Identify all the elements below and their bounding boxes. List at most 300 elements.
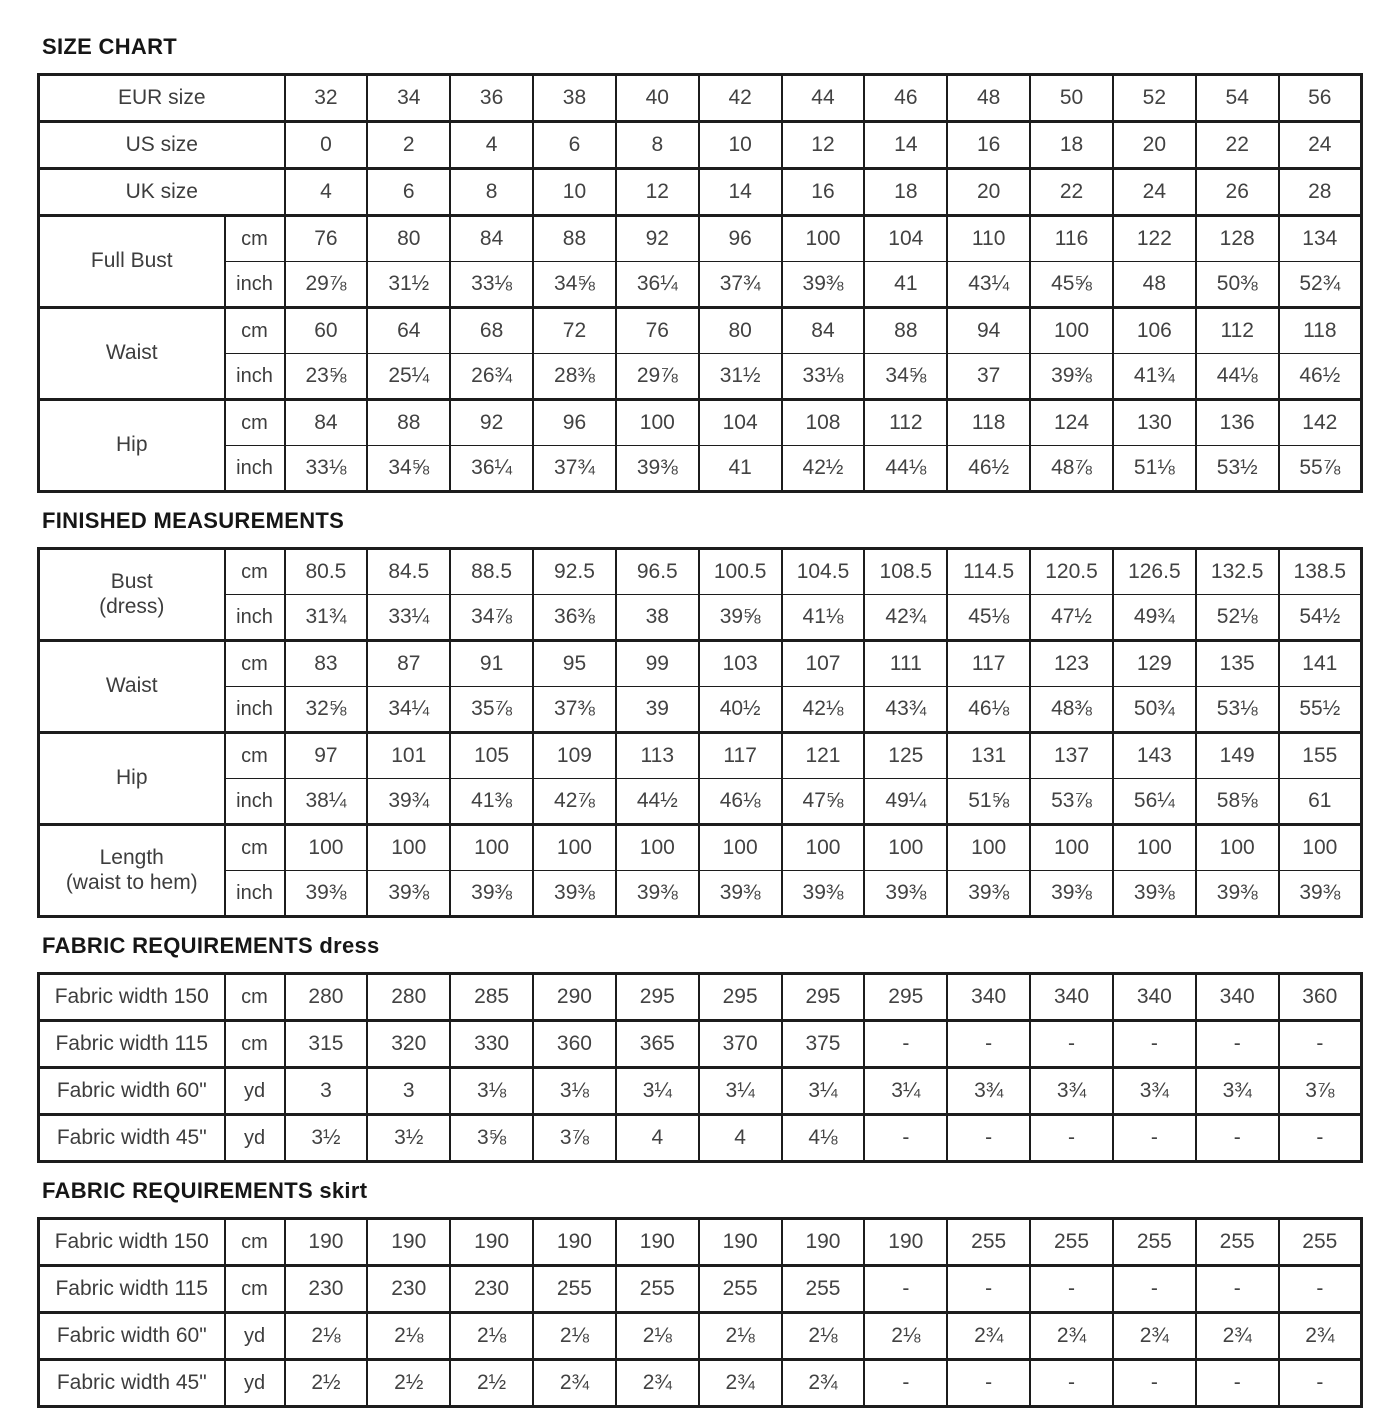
table-row — [39, 733, 1362, 779]
value-cell: 42¾ — [864, 595, 947, 641]
value-cell: 36⅜ — [533, 595, 616, 641]
value-cell: 84.5 — [367, 549, 450, 595]
table-row — [39, 354, 1362, 400]
value-cell: 53⅞ — [1030, 779, 1113, 825]
table-row — [39, 446, 1362, 492]
value-cell: 39⅜ — [616, 871, 699, 917]
value-cell: 108.5 — [864, 549, 947, 595]
value-cell: 290 — [533, 974, 616, 1021]
value-cell: 255 — [1113, 1219, 1196, 1266]
value-cell: 35⅞ — [450, 687, 533, 733]
value-cell: 49¼ — [864, 779, 947, 825]
value-cell: 190 — [782, 1219, 865, 1266]
value-cell: 2½ — [285, 1360, 368, 1407]
value-cell: 96.5 — [616, 549, 699, 595]
value-cell: 34 — [367, 75, 450, 122]
row-label-line: Full Bust — [90, 249, 173, 273]
value-cell: 46½ — [947, 446, 1030, 492]
value-cell: 37 — [947, 354, 1030, 400]
row-label-line: Fabric width 150 — [54, 1229, 209, 1253]
value-cell: 39⅜ — [285, 871, 368, 917]
unit-cell: yd — [225, 1068, 285, 1115]
value-cell: 14 — [699, 169, 782, 216]
unit-cell: inch — [225, 871, 285, 917]
value-cell: 52¾ — [1279, 262, 1362, 308]
value-cell: 46⅛ — [947, 687, 1030, 733]
table-row — [39, 641, 1362, 687]
value-cell: 137 — [1030, 733, 1113, 779]
value-cell: - — [1279, 1360, 1362, 1407]
row-label-line: Fabric width 45" — [56, 1370, 207, 1394]
section-title-size-chart: SIZE CHART — [42, 34, 177, 59]
table-row — [39, 308, 1362, 354]
value-cell: 20 — [1113, 122, 1196, 169]
value-cell: 100 — [947, 825, 1030, 871]
value-cell: 315 — [285, 1021, 368, 1068]
value-cell: 88 — [367, 400, 450, 446]
value-cell: 2¾ — [947, 1313, 1030, 1360]
value-cell: 41 — [864, 262, 947, 308]
value-cell: 365 — [616, 1021, 699, 1068]
value-cell: 31½ — [367, 262, 450, 308]
value-cell: 8 — [450, 169, 533, 216]
value-cell: 6 — [533, 122, 616, 169]
value-cell: - — [1030, 1360, 1113, 1407]
value-cell: - — [1279, 1266, 1362, 1313]
value-cell: - — [1196, 1360, 1279, 1407]
value-cell: 34⅞ — [450, 595, 533, 641]
row-label — [39, 825, 225, 917]
row-label — [39, 974, 225, 1021]
value-cell: 8 — [616, 122, 699, 169]
value-cell: 18 — [1030, 122, 1113, 169]
value-cell: 54½ — [1279, 595, 1362, 641]
value-cell: 48⅜ — [1030, 687, 1113, 733]
value-cell: 87 — [367, 641, 450, 687]
unit-cell: inch — [225, 687, 285, 733]
value-cell: 110 — [947, 216, 1030, 262]
value-cell: 58⅝ — [1196, 779, 1279, 825]
value-cell: 128 — [1196, 216, 1279, 262]
value-cell: 3¼ — [864, 1068, 947, 1115]
value-cell: 360 — [533, 1021, 616, 1068]
value-cell: 92.5 — [533, 549, 616, 595]
value-cell: 121 — [782, 733, 865, 779]
table-row — [39, 595, 1362, 641]
value-cell: 100 — [616, 400, 699, 446]
value-cell: 94 — [947, 308, 1030, 354]
value-cell: 42⅛ — [782, 687, 865, 733]
value-cell: 25¼ — [367, 354, 450, 400]
value-cell: 61 — [1279, 779, 1362, 825]
value-cell: 33⅛ — [450, 262, 533, 308]
value-cell: 41⅜ — [450, 779, 533, 825]
value-cell: 23⅝ — [285, 354, 368, 400]
value-cell: 39⅜ — [450, 871, 533, 917]
value-cell: 130 — [1113, 400, 1196, 446]
value-cell: 3½ — [285, 1115, 368, 1162]
value-cell: 53⅛ — [1196, 687, 1279, 733]
value-cell: 39⅜ — [864, 871, 947, 917]
value-cell: 0 — [285, 122, 368, 169]
value-cell: 6 — [367, 169, 450, 216]
table-size-chart — [37, 73, 1363, 493]
value-cell: 46 — [864, 75, 947, 122]
row-label — [39, 216, 225, 308]
value-cell: 190 — [864, 1219, 947, 1266]
unit-cell: cm — [225, 641, 285, 687]
row-label — [39, 1068, 225, 1115]
row-label-line: Fabric width 150 — [54, 984, 209, 1008]
value-cell: 40 — [616, 75, 699, 122]
value-cell: 41 — [699, 446, 782, 492]
value-cell: 50 — [1030, 75, 1113, 122]
value-cell: 48 — [1113, 262, 1196, 308]
value-cell: 84 — [450, 216, 533, 262]
value-cell: 103 — [699, 641, 782, 687]
value-cell: 190 — [450, 1219, 533, 1266]
table-row — [39, 400, 1362, 446]
value-cell: 3⅞ — [533, 1115, 616, 1162]
value-cell: 10 — [533, 169, 616, 216]
table-row — [39, 1313, 1362, 1360]
unit-cell: cm — [225, 974, 285, 1021]
value-cell: 22 — [1196, 122, 1279, 169]
value-cell: 88 — [864, 308, 947, 354]
section-title-finished-measurements: FINISHED MEASUREMENTS — [42, 508, 345, 533]
table-fabric-requirements-dress — [37, 972, 1363, 1163]
value-cell: 360 — [1279, 974, 1362, 1021]
value-cell: 190 — [699, 1219, 782, 1266]
value-cell: 33⅛ — [285, 446, 368, 492]
value-cell: 36 — [450, 75, 533, 122]
value-cell: 50¾ — [1113, 687, 1196, 733]
value-cell: 2⅛ — [616, 1313, 699, 1360]
value-cell: - — [864, 1360, 947, 1407]
value-cell: - — [1196, 1266, 1279, 1313]
value-cell: 39⅜ — [699, 871, 782, 917]
unit-cell: cm — [225, 400, 285, 446]
value-cell: 39 — [616, 687, 699, 733]
value-cell: 32 — [285, 75, 368, 122]
value-cell: 320 — [367, 1021, 450, 1068]
unit-cell: cm — [225, 1266, 285, 1313]
value-cell: 51⅝ — [947, 779, 1030, 825]
value-cell: 134 — [1279, 216, 1362, 262]
value-cell: 280 — [367, 974, 450, 1021]
value-cell: 2⅛ — [450, 1313, 533, 1360]
value-cell: 100 — [616, 825, 699, 871]
value-cell: 122 — [1113, 216, 1196, 262]
value-cell: 64 — [367, 308, 450, 354]
value-cell: 55½ — [1279, 687, 1362, 733]
value-cell: 44 — [782, 75, 865, 122]
row-label — [39, 169, 285, 216]
value-cell: 190 — [285, 1219, 368, 1266]
value-cell: 46½ — [1279, 354, 1362, 400]
value-cell: 117 — [947, 641, 1030, 687]
table-row — [39, 216, 1362, 262]
row-label-line: UK size — [125, 179, 198, 203]
table-row — [39, 122, 1362, 169]
row-label — [39, 122, 285, 169]
value-cell: 100 — [1030, 825, 1113, 871]
size-chart-page — [37, 0, 1363, 1408]
row-label-line: Bust — [110, 570, 153, 594]
value-cell: 106 — [1113, 308, 1196, 354]
value-cell: 2⅛ — [782, 1313, 865, 1360]
value-cell: 107 — [782, 641, 865, 687]
table-row — [39, 687, 1362, 733]
value-cell: 39⅜ — [1030, 354, 1113, 400]
row-label-line: Fabric width 115 — [55, 1276, 209, 1300]
value-cell: 142 — [1279, 400, 1362, 446]
row-label-line: Fabric width 45" — [56, 1125, 207, 1149]
value-cell: 39⅜ — [782, 871, 865, 917]
value-cell: 129 — [1113, 641, 1196, 687]
value-cell: 34⅝ — [864, 354, 947, 400]
unit-cell: yd — [225, 1313, 285, 1360]
value-cell: 37¾ — [533, 446, 616, 492]
unit-cell: inch — [225, 354, 285, 400]
value-cell: 2½ — [367, 1360, 450, 1407]
value-cell: 3¾ — [1196, 1068, 1279, 1115]
value-cell: - — [1113, 1115, 1196, 1162]
value-cell: 40½ — [699, 687, 782, 733]
value-cell: 3⅛ — [533, 1068, 616, 1115]
table-row — [39, 1021, 1362, 1068]
row-label — [39, 1219, 225, 1266]
value-cell: 31½ — [699, 354, 782, 400]
value-cell: 124 — [1030, 400, 1113, 446]
value-cell: 120.5 — [1030, 549, 1113, 595]
value-cell: 3¼ — [782, 1068, 865, 1115]
row-label — [39, 1360, 225, 1407]
value-cell: 230 — [367, 1266, 450, 1313]
table-row — [39, 1219, 1362, 1266]
value-cell: - — [1030, 1266, 1113, 1313]
value-cell: 118 — [1279, 308, 1362, 354]
value-cell: 24 — [1113, 169, 1196, 216]
row-label-line: (dress) — [99, 594, 165, 618]
unit-cell: cm — [225, 308, 285, 354]
value-cell: 91 — [450, 641, 533, 687]
value-cell: 39⅜ — [947, 871, 1030, 917]
table-row — [39, 974, 1362, 1021]
value-cell: - — [1030, 1021, 1113, 1068]
value-cell: 60 — [285, 308, 368, 354]
value-cell: 108 — [782, 400, 865, 446]
value-cell: 29⅞ — [616, 354, 699, 400]
value-cell: 42⅞ — [533, 779, 616, 825]
value-cell: 76 — [285, 216, 368, 262]
unit-cell: cm — [225, 733, 285, 779]
value-cell: 49¾ — [1113, 595, 1196, 641]
value-cell: - — [1113, 1266, 1196, 1313]
value-cell: 3 — [367, 1068, 450, 1115]
unit-cell: inch — [225, 779, 285, 825]
value-cell: 155 — [1279, 733, 1362, 779]
value-cell: 46⅛ — [699, 779, 782, 825]
value-cell: 295 — [782, 974, 865, 1021]
value-cell: 100 — [367, 825, 450, 871]
value-cell: 3⅝ — [450, 1115, 533, 1162]
value-cell: 104 — [864, 216, 947, 262]
value-cell: 100 — [450, 825, 533, 871]
value-cell: 92 — [450, 400, 533, 446]
value-cell: 43¾ — [864, 687, 947, 733]
row-label-line: Fabric width 115 — [55, 1031, 209, 1055]
value-cell: 100 — [782, 216, 865, 262]
value-cell: - — [1113, 1360, 1196, 1407]
value-cell: 295 — [616, 974, 699, 1021]
section-title-fabric-requirements-dress: FABRIC REQUIREMENTS dress — [42, 933, 380, 958]
unit-cell: cm — [225, 1219, 285, 1266]
value-cell: 370 — [699, 1021, 782, 1068]
value-cell: 101 — [367, 733, 450, 779]
value-cell: 3½ — [367, 1115, 450, 1162]
value-cell: 2⅛ — [699, 1313, 782, 1360]
value-cell: 92 — [616, 216, 699, 262]
value-cell: 190 — [616, 1219, 699, 1266]
value-cell: 100 — [699, 825, 782, 871]
value-cell: 330 — [450, 1021, 533, 1068]
value-cell: 4 — [699, 1115, 782, 1162]
row-label — [39, 1313, 225, 1360]
value-cell: - — [947, 1115, 1030, 1162]
value-cell: 39⅜ — [533, 871, 616, 917]
value-cell: 255 — [699, 1266, 782, 1313]
unit-cell: cm — [225, 1021, 285, 1068]
unit-cell: cm — [225, 216, 285, 262]
value-cell: 80 — [699, 308, 782, 354]
row-label — [39, 733, 225, 825]
value-cell: 3⅞ — [1279, 1068, 1362, 1115]
value-cell: 295 — [699, 974, 782, 1021]
value-cell: - — [1196, 1115, 1279, 1162]
value-cell: 44½ — [616, 779, 699, 825]
value-cell: 340 — [947, 974, 1030, 1021]
value-cell: 48 — [947, 75, 1030, 122]
value-cell: 53½ — [1196, 446, 1279, 492]
table-row — [39, 262, 1362, 308]
value-cell: 190 — [367, 1219, 450, 1266]
value-cell: 76 — [616, 308, 699, 354]
value-cell: 2⅛ — [864, 1313, 947, 1360]
table-row — [39, 1068, 1362, 1115]
value-cell: 3¼ — [616, 1068, 699, 1115]
value-cell: 68 — [450, 308, 533, 354]
unit-cell: cm — [225, 549, 285, 595]
value-cell: 2⅛ — [367, 1313, 450, 1360]
table-row — [39, 1360, 1362, 1407]
value-cell: 255 — [1279, 1219, 1362, 1266]
value-cell: 123 — [1030, 641, 1113, 687]
value-cell: - — [864, 1021, 947, 1068]
value-cell: 340 — [1030, 974, 1113, 1021]
table-row — [39, 1115, 1362, 1162]
value-cell: 100 — [1196, 825, 1279, 871]
value-cell: 99 — [616, 641, 699, 687]
value-cell: 34⅝ — [533, 262, 616, 308]
row-label — [39, 549, 225, 641]
value-cell: 2 — [367, 122, 450, 169]
value-cell: - — [1279, 1021, 1362, 1068]
value-cell: 143 — [1113, 733, 1196, 779]
value-cell: 41¾ — [1113, 354, 1196, 400]
value-cell: 285 — [450, 974, 533, 1021]
value-cell: 4 — [450, 122, 533, 169]
table-row — [39, 1266, 1362, 1313]
value-cell: 117 — [699, 733, 782, 779]
value-cell: 96 — [533, 400, 616, 446]
row-label — [39, 1115, 225, 1162]
value-cell: 50⅜ — [1196, 262, 1279, 308]
value-cell: 3¾ — [1030, 1068, 1113, 1115]
value-cell: 16 — [782, 169, 865, 216]
value-cell: 39⅜ — [1030, 871, 1113, 917]
value-cell: 33⅛ — [782, 354, 865, 400]
value-cell: 149 — [1196, 733, 1279, 779]
value-cell: 88.5 — [450, 549, 533, 595]
value-cell: 39⅜ — [782, 262, 865, 308]
value-cell: 2¾ — [1113, 1313, 1196, 1360]
value-cell: 230 — [285, 1266, 368, 1313]
value-cell: 97 — [285, 733, 368, 779]
value-cell: 42 — [699, 75, 782, 122]
value-cell: 3¼ — [699, 1068, 782, 1115]
value-cell: 4 — [285, 169, 368, 216]
value-cell: 84 — [782, 308, 865, 354]
value-cell: 83 — [285, 641, 368, 687]
row-label-line: Fabric width 60" — [56, 1078, 207, 1102]
value-cell: 255 — [1196, 1219, 1279, 1266]
value-cell: - — [1279, 1115, 1362, 1162]
value-cell: 41⅛ — [782, 595, 865, 641]
value-cell: 3⅛ — [450, 1068, 533, 1115]
value-cell: 255 — [1030, 1219, 1113, 1266]
value-cell: 118 — [947, 400, 1030, 446]
value-cell: 24 — [1279, 122, 1362, 169]
unit-cell: yd — [225, 1115, 285, 1162]
value-cell: 47⅝ — [782, 779, 865, 825]
value-cell: 375 — [782, 1021, 865, 1068]
value-cell: 26 — [1196, 169, 1279, 216]
value-cell: 340 — [1113, 974, 1196, 1021]
row-label — [39, 400, 225, 492]
table-row — [39, 825, 1362, 871]
row-label — [39, 75, 285, 122]
value-cell: 114.5 — [947, 549, 1030, 595]
value-cell: 38 — [533, 75, 616, 122]
value-cell: 2¾ — [699, 1360, 782, 1407]
value-cell: - — [947, 1266, 1030, 1313]
row-label — [39, 641, 225, 733]
row-label — [39, 308, 225, 400]
value-cell: 116 — [1030, 216, 1113, 262]
value-cell: 28 — [1279, 169, 1362, 216]
value-cell: 44⅛ — [864, 446, 947, 492]
value-cell: 16 — [947, 122, 1030, 169]
value-cell: - — [864, 1115, 947, 1162]
value-cell: 80 — [367, 216, 450, 262]
value-cell: 104.5 — [782, 549, 865, 595]
value-cell: 55⅞ — [1279, 446, 1362, 492]
value-cell: 109 — [533, 733, 616, 779]
value-cell: 100 — [285, 825, 368, 871]
value-cell: - — [1030, 1115, 1113, 1162]
value-cell: 112 — [1196, 308, 1279, 354]
